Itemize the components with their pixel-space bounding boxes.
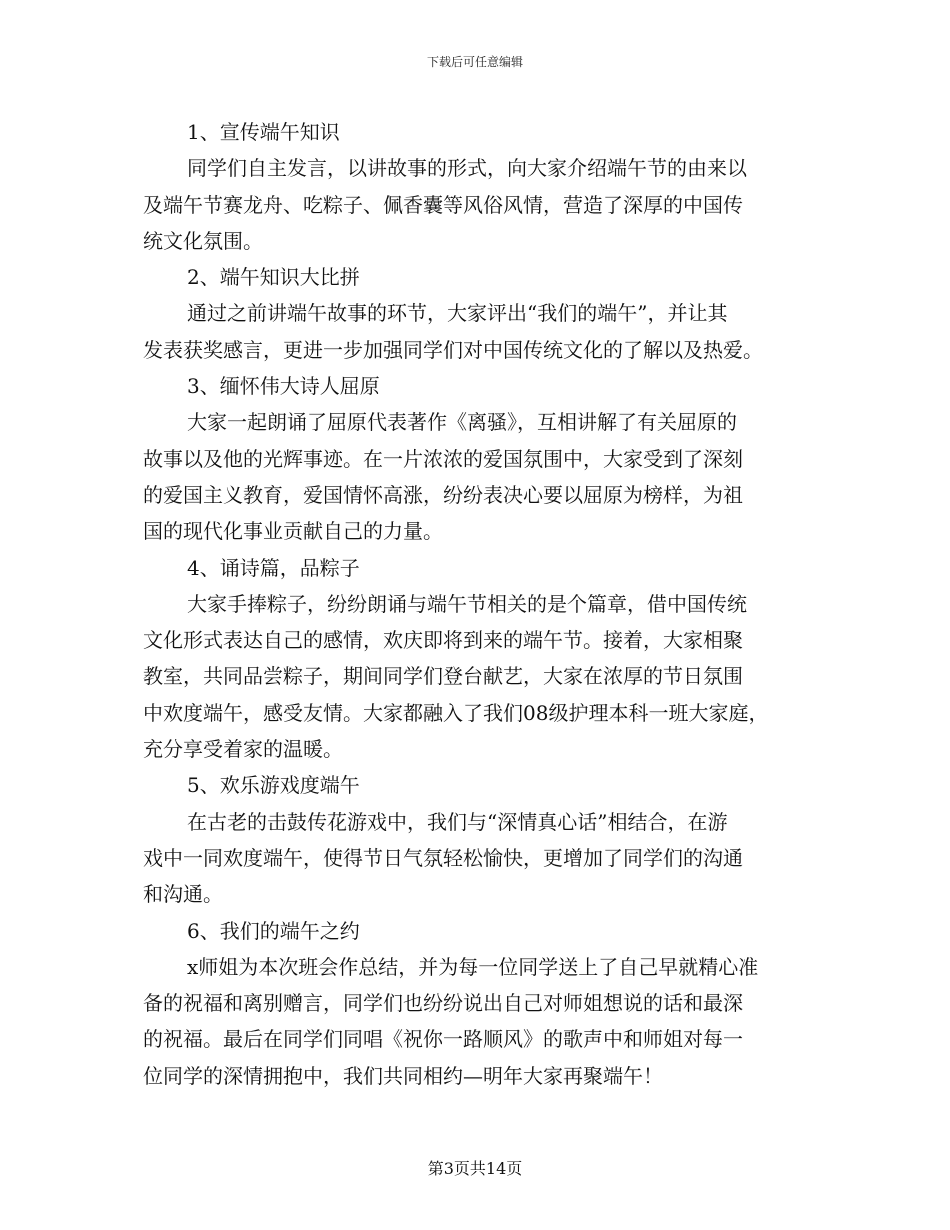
paragraph-line: x师姐为本次班会作总结，并为每一位同学送上了自己早就精心准	[187, 954, 759, 979]
paragraph-line: 教室，共同品尝粽子，期间同学们登台献艺，大家在浓厚的节日氛围	[143, 664, 743, 689]
paragraph-line: 在古老的击鼓传花游戏中，我们与“深情真心话”相结合，在游	[187, 809, 728, 834]
page-header-note: 下载后可任意编辑	[426, 55, 523, 69]
section-heading: 2、端午知识大比拼	[187, 265, 360, 290]
paragraph-line: 备的祝福和离别赠言，同学们也纷纷说出自己对师姐想说的话和最深	[143, 991, 743, 1016]
paragraph-line: 文化形式表达自己的感情，欢庆即将到来的端午节。接着，大家相聚	[143, 628, 743, 653]
paragraph-line: 位同学的深情拥抱中，我们共同相约—明年大家再聚端午！	[143, 1063, 663, 1088]
paragraph-line: 的爱国主义教育，爱国情怀高涨，纷纷表决心要以屈原为榜样，为祖	[143, 482, 743, 507]
paragraph-line: 及端午节赛龙舟、吃粽子、佩香囊等风俗风情，营造了深厚的中国传	[143, 192, 743, 217]
section-heading: 5、欢乐游戏度端午	[187, 773, 360, 798]
paragraph-line: 的祝福。最后在同学们同唱《祝你一路顺风》的歌声中和师姐对每一	[143, 1027, 743, 1052]
paragraph-line: 和沟通。	[143, 882, 223, 907]
paragraph-line: 同学们自主发言，以讲故事的形式，向大家介绍端午节的由来以	[187, 156, 747, 181]
paragraph-line: 充分享受着家的温暖。	[143, 737, 343, 762]
paragraph-line: 戏中一同欢度端午，使得节日气氛轻松愉快，更增加了同学们的沟通	[143, 845, 743, 870]
paragraph-line: 统文化氛围。	[143, 228, 263, 253]
paragraph-line: 发表获奖感言，更进一步加强同学们对中国传统文化的了解以及热爱。	[143, 337, 763, 362]
paragraph-line: 故事以及他的光辉事迹。在一片浓浓的爱国氛围中，大家受到了深刻	[143, 446, 743, 471]
page-number: 第3页共14页	[427, 1159, 523, 1178]
paragraph-line: 国的现代化事业贡献自己的力量。	[143, 519, 443, 544]
document-body	[143, 114, 823, 1094]
paragraph-line: 通过之前讲端午故事的环节，大家评出“我们的端午”，并让其	[187, 301, 728, 326]
section-heading: 4、诵诗篇，品粽子	[187, 555, 360, 580]
section-heading: 1、宣传端午知识	[187, 120, 340, 144]
section-heading: 3、缅怀伟大诗人屈原	[187, 374, 380, 399]
paragraph-line: 大家手捧粽子，纷纷朗诵与端午节相关的是个篇章，借中国传统	[187, 591, 747, 616]
paragraph-line: 中欢度端午，感受友情。大家都融入了我们08级护理本科一班大家庭，	[143, 700, 769, 725]
paragraph-line: 大家一起朗诵了屈原代表著作《离骚》，互相讲解了有关屈原的	[187, 410, 737, 435]
section-heading: 6、我们的端午之约	[187, 918, 360, 943]
